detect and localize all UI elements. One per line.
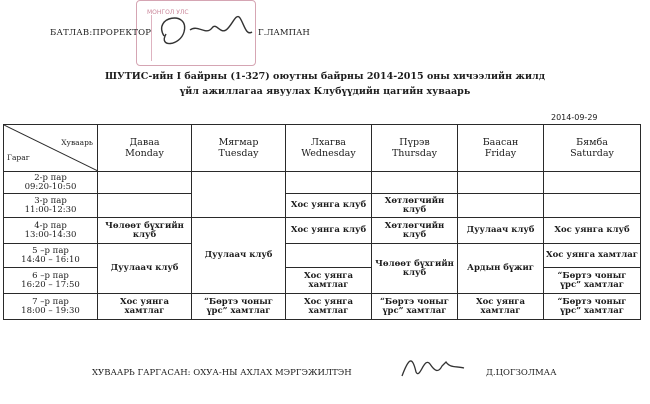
stamp-text: МОНГОЛ УЛС bbox=[147, 9, 189, 16]
empty-cell bbox=[286, 244, 372, 268]
table-row bbox=[4, 172, 641, 194]
title-line-2: үйл ажиллагаа явуулах Клубүүдийн цагийн хуваарь bbox=[179, 86, 471, 97]
empty-cell bbox=[458, 172, 544, 194]
empty-cell bbox=[544, 194, 641, 218]
empty-cell bbox=[286, 172, 372, 194]
approval-signature bbox=[150, 6, 270, 56]
activity-cell: Хос уянга хамтлаг bbox=[98, 294, 192, 320]
activity-cell: “Бөртэ чоныг үрс” хамтлаг bbox=[192, 294, 286, 320]
schedule-date: 2014-09-29 bbox=[551, 113, 598, 122]
activity-cell: Хөтлөгчийн клуб bbox=[372, 218, 458, 244]
empty-cell bbox=[544, 172, 641, 194]
activity-cell: Хос уянга хамтлаг bbox=[544, 244, 641, 268]
day-header-saturday: Бямба Saturday bbox=[544, 125, 641, 172]
day-header-wednesday: Лхагва Wednesday bbox=[286, 125, 372, 172]
activity-cell: Ардын бүжиг bbox=[458, 244, 544, 294]
time-cell: 6 –р пар 16:20 – 17:50 bbox=[4, 268, 98, 294]
activity-cell: Хос уянга клуб bbox=[286, 218, 372, 244]
empty-cell bbox=[98, 194, 192, 218]
empty-cell bbox=[192, 172, 286, 218]
activity-cell: Чөлөөт бүхгийн клуб bbox=[98, 218, 192, 244]
time-cell: 2-р пар 09:20-10:50 bbox=[4, 172, 98, 194]
header-row bbox=[4, 125, 641, 172]
activity-cell: “Бөртэ чоныг үрс” хамтлаг bbox=[544, 268, 641, 294]
table-row bbox=[4, 218, 641, 244]
schedule-table bbox=[3, 124, 641, 320]
approval-label: БАТЛАВ:ПРОРЕКТОР bbox=[50, 28, 152, 38]
activity-cell: “Бөртэ чоныг үрс” хамтлаг bbox=[372, 294, 458, 320]
title-line-1: ШУТИС-ийн I байрны (1-327) оюутны байрны 2014-2015 оны хичээлийн жилд bbox=[104, 71, 546, 82]
time-cell: 5 –р пар 14:40 – 16:10 bbox=[4, 244, 98, 268]
time-cell: 3-р пар 11:00-12:30 bbox=[4, 194, 98, 218]
time-cell: 7 –р пар 18:00 – 19:30 bbox=[4, 294, 98, 320]
empty-cell bbox=[372, 172, 458, 194]
table-row bbox=[4, 294, 641, 320]
day-header-monday: Даваа Monday bbox=[98, 125, 192, 172]
footer-name: Д.ЦОГЗОЛМАА bbox=[486, 368, 557, 378]
activity-cell: Чөлөөт бүхгийн клуб bbox=[372, 244, 458, 294]
activity-cell: Хос уянга хамтлаг bbox=[286, 294, 372, 320]
corner-bottom: Гараг bbox=[7, 153, 30, 162]
corner-top: Хуваарь bbox=[61, 138, 93, 147]
table-row bbox=[4, 194, 641, 218]
activity-cell: Хос уянга хамтлаг bbox=[458, 294, 544, 320]
table-row bbox=[4, 244, 641, 268]
activity-cell: Хөтлөгчийн клуб bbox=[372, 194, 458, 218]
corner-cell bbox=[4, 125, 98, 172]
day-header-tuesday: Мягмар Tuesday bbox=[192, 125, 286, 172]
activity-cell: Дуулаач клуб bbox=[98, 244, 192, 294]
activity-cell: Хос уянга клуб bbox=[286, 194, 372, 218]
approval-name: Г.ЛАМПАН bbox=[258, 28, 310, 38]
day-header-friday: Баасан Friday bbox=[458, 125, 544, 172]
activity-cell: Дуулаач клуб bbox=[192, 218, 286, 294]
activity-cell: Хос уянга клуб bbox=[544, 218, 641, 244]
activity-cell: “Бөртэ чоныг үрс” хамтлаг bbox=[544, 294, 641, 320]
empty-cell bbox=[98, 172, 192, 194]
empty-cell bbox=[458, 194, 544, 218]
footer-signature bbox=[398, 350, 468, 384]
day-header-thursday: Пүрэв Thursday bbox=[372, 125, 458, 172]
activity-cell: Хос уянга хамтлаг bbox=[286, 268, 372, 294]
time-cell: 4-р пар 13:00-14:30 bbox=[4, 218, 98, 244]
footer-label: ХУВААРЬ ГАРГАСАН: ОХУА-НЫ АХЛАХ МЭРГЭЖИЛТЭН bbox=[92, 368, 352, 378]
activity-cell: Дуулаач клуб bbox=[458, 218, 544, 244]
